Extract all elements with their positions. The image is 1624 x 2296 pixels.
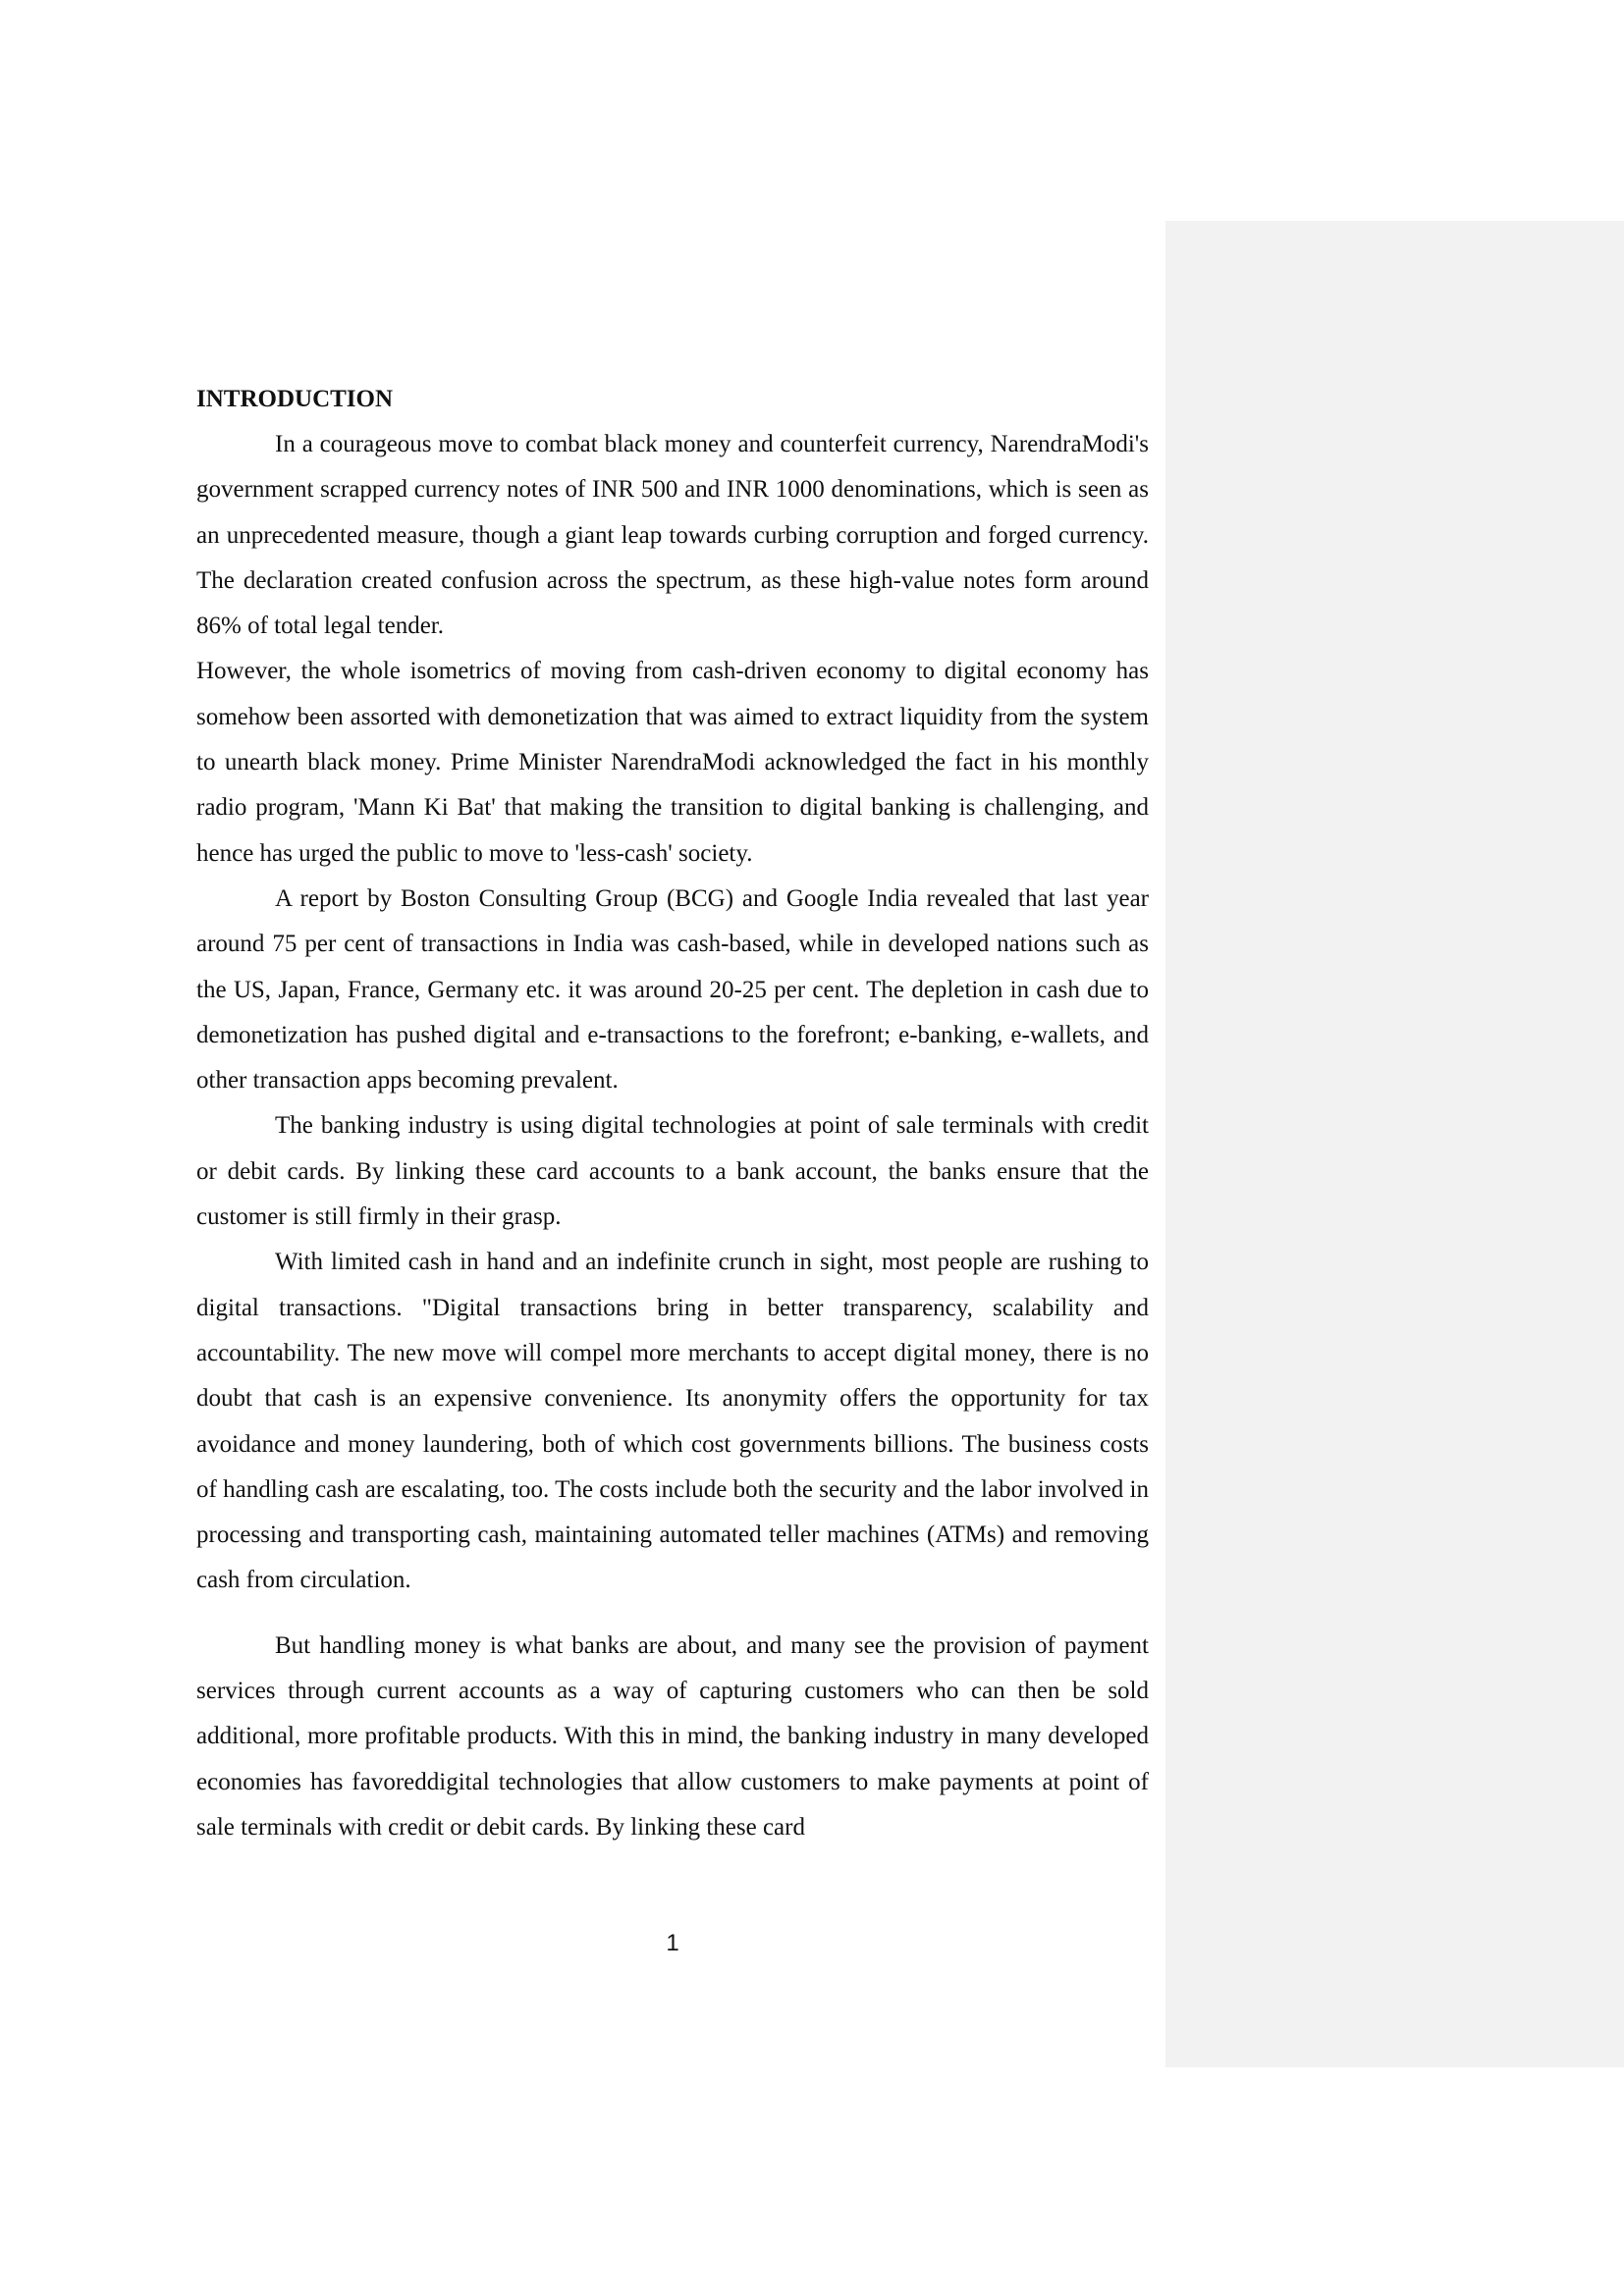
section-heading: INTRODUCTION (196, 386, 394, 412)
paragraph-2: However, the whole isometrics of moving from cash-driven economy to digital economy has somehow been assorted with demonetization that was aimed to extract liquidity from the system to unearth black money. Prime Minister NarendraModi acknowledged the fact in his monthly radio program, 'Mann Ki Bat' that making the transition to digital banking is challenging, and hence has urged the public to move to 'less-cash' society. (196, 658, 1149, 867)
paragraph-3: A report by Boston Consulting Group (BCG) and Google India revealed that last year around 75 per cent of transactions in India was cash-based, while in developed nations such as the US, Japan, France, Germany etc. it was around 20-25 per cent. The depletion in cash due to demonetization has pushed digital and e-transactions to the forefront; e-banking, e-wallets, and other transaction apps becoming prevalent. (196, 884, 1149, 1095)
paragraph-5: With limited cash in hand and an indefinite crunch in sight, most people are rushing to digital transactions. "Digital transactions bring in better transparency, scalability and accountability. The new move will compel more merchants to accept digital money, there is no doubt that cash is an expensive convenience. Its anonymity offers the opportunity for tax avoidance and money laundering, both of which cost governments billions. The business costs of handling cash are escalating, too. The costs include both the security and the labor involved in processing and transporting cash, maintaining automated teller machines (ATMs) and removing cash from circulation. (196, 1249, 1149, 1594)
page-number: 1 (666, 1930, 679, 1956)
document-body (196, 377, 1149, 1850)
paragraph-6: But handling money is what banks are about, and many see the provision of payment services through current accounts as a way of capturing customers who can then be sold additional, more profitable products. With this in mind, the banking industry in many developed economies has favoreddigital technologies that allow customers to make payments at point of sale terminals with credit or debit cards. By linking these card (196, 1631, 1149, 1841)
paragraph-4: The banking industry is using digital technologies at point of sale terminals with credit or debit cards. By linking these card accounts to a bank account, the banks ensure that the customer is still firmly in their grasp. (196, 1112, 1149, 1231)
comment-pane (1165, 221, 1624, 2067)
paragraph-1: In a courageous move to combat black money and counterfeit currency, NarendraModi's government scrapped currency notes of INR 500 and INR 1000 denominations, which is seen as an unprecedented measure, though a giant leap towards curbing corruption and forged currency. The declaration created confusion across the spectrum, as these high-value notes form around 86% of total legal tender. (196, 431, 1149, 640)
